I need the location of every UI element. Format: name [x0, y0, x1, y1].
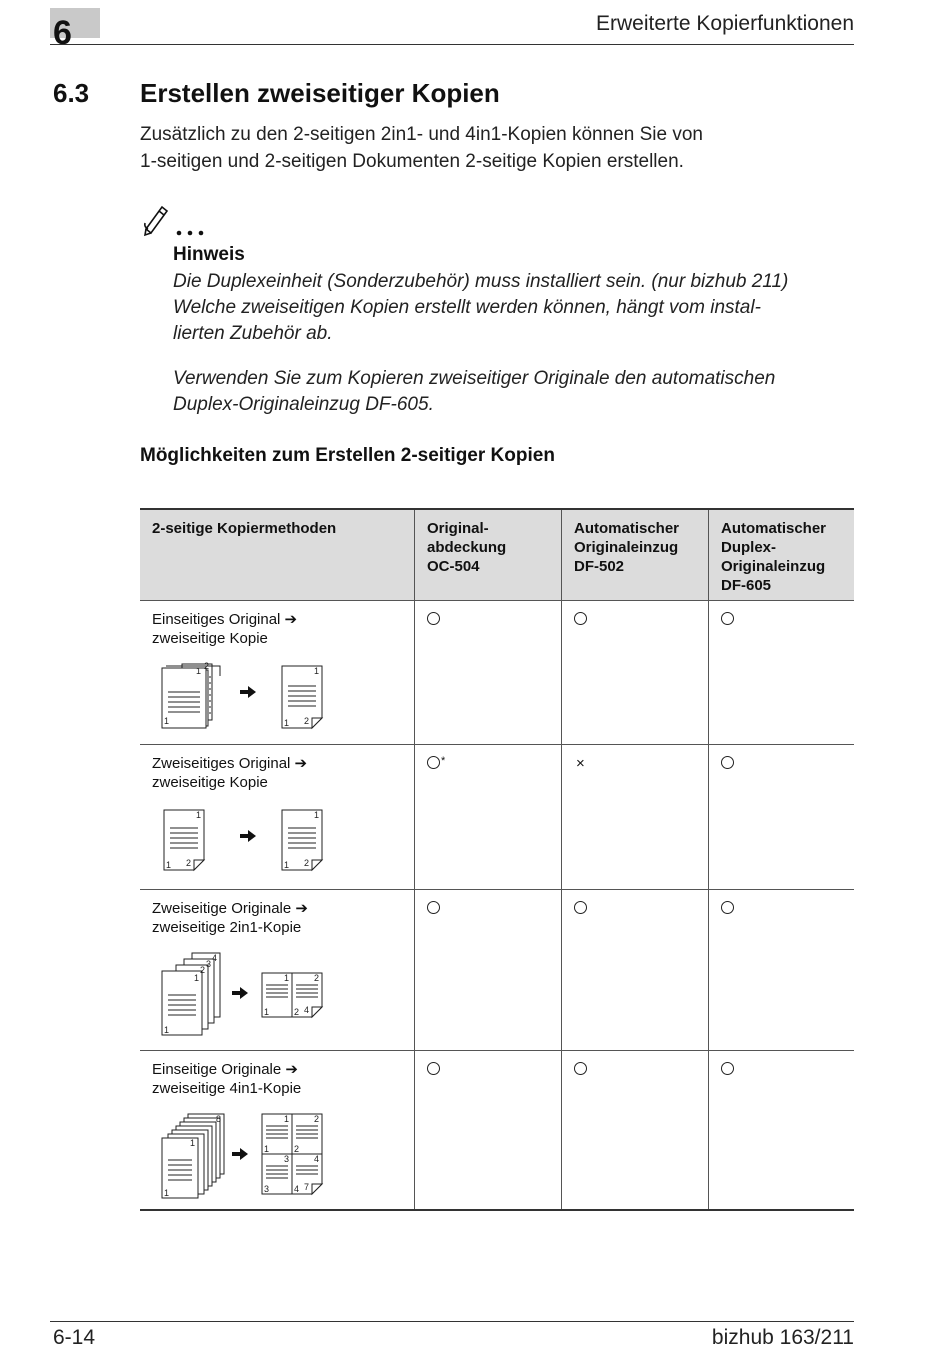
header-df502 — [561, 510, 708, 600]
header-line: Automatischer — [721, 520, 827, 537]
method-line: Zweiseitige Originale ➔ — [152, 900, 308, 917]
circle-icon — [427, 756, 440, 769]
table-header-row — [140, 510, 854, 601]
page-number-label: 1 — [284, 718, 290, 728]
page-number-label: 2 — [314, 1114, 320, 1124]
df502-cell — [561, 1051, 708, 1209]
arrow-right-icon — [232, 1148, 248, 1160]
supported-mark — [721, 612, 734, 625]
header-line: Originaleinzug — [721, 558, 826, 575]
copy-diagram-figure — [152, 951, 352, 1041]
method-line: zweiseitige Kopie — [152, 630, 268, 647]
method-cell — [140, 745, 414, 889]
page-number-label: 3 — [284, 1154, 290, 1164]
df502-cell — [561, 745, 708, 889]
page-number-label: 2 — [304, 858, 310, 868]
method-label — [152, 610, 402, 648]
page-number-label: 1 — [190, 1138, 196, 1148]
page-number-label: 1 — [166, 860, 172, 870]
cross-icon: × — [576, 755, 585, 772]
copy-diagram-figure — [152, 662, 352, 740]
circle-icon — [721, 756, 734, 769]
page-number-label: 2 — [304, 716, 310, 726]
intro-paragraph — [140, 121, 840, 175]
oc504-cell — [414, 1051, 561, 1209]
oc504-cell — [414, 745, 561, 889]
page-number-label: 4 — [304, 1005, 310, 1015]
table-row — [140, 890, 854, 1051]
header-line: Automatischer — [574, 520, 680, 537]
circle-icon — [721, 1062, 734, 1075]
supported-mark — [721, 901, 734, 914]
df605-cell — [708, 1051, 854, 1209]
method-cell — [140, 601, 414, 744]
circle-icon — [574, 901, 587, 914]
copy-diagram-figure — [152, 806, 352, 880]
note-line: Welche zweiseitigen Kopien erstellt werden können, hängt vom instal- — [173, 297, 761, 318]
df502-cell — [561, 601, 708, 744]
header-method — [140, 510, 414, 600]
supported-mark — [574, 612, 587, 625]
page-number-label: 2 — [204, 662, 210, 671]
circle-icon — [574, 612, 587, 625]
note-paragraph-2 — [173, 366, 863, 418]
note-line: lierten Zubehör ab. — [173, 323, 333, 344]
supported-mark — [574, 901, 587, 914]
method-label — [152, 899, 402, 937]
circle-icon — [427, 1062, 440, 1075]
circle-icon — [427, 612, 440, 625]
header-oc504 — [414, 510, 561, 600]
copy-diagram-figure — [152, 1112, 352, 1202]
product-name: bizhub 163/211 — [711, 1326, 854, 1349]
method-label — [152, 754, 402, 792]
page-number-label: 3 — [264, 1184, 270, 1194]
circle-icon — [721, 901, 734, 914]
table-row — [140, 745, 854, 890]
df605-cell — [708, 890, 854, 1050]
circle-icon — [574, 1062, 587, 1075]
running-header-title: Erweiterte Kopierfunktionen — [596, 12, 854, 35]
intro-line: Zusätzlich zu den 2-seitigen 2in1- und 4in1-Kopien können Sie von — [140, 124, 703, 145]
note-paragraph-1 — [173, 269, 863, 347]
page-number-label: 4 — [314, 1154, 320, 1164]
page-number-label: 1 — [284, 860, 290, 870]
supported-mark — [427, 1062, 440, 1075]
note-line: Die Duplexeinheit (Sonderzubehör) muss installiert sein. (nur bizhub 211) — [173, 271, 789, 292]
section-title: Erstellen zweiseitiger Kopien — [140, 78, 500, 108]
page-number-label: 1 — [164, 1188, 170, 1198]
supported-mark — [574, 1062, 587, 1075]
method-cell — [140, 890, 414, 1050]
header-method-label: 2-seitige Kopiermethoden — [152, 520, 337, 537]
page-number-label: 4 — [212, 953, 218, 963]
note-label: Hinweis — [173, 244, 245, 265]
supported-mark — [427, 612, 440, 625]
method-line: Zweiseitiges Original ➔ — [152, 755, 308, 772]
oc504-cell — [414, 601, 561, 744]
supported-mark — [427, 756, 445, 769]
method-line: zweiseitige 2in1-Kopie — [152, 919, 302, 936]
arrow-right-icon — [240, 686, 256, 698]
page-number-label: 1 — [196, 666, 202, 676]
page-number-label: 1 — [264, 1007, 270, 1017]
header-line: abdeckung — [427, 539, 507, 556]
page-number: 6-14 — [53, 1326, 96, 1349]
method-line: zweiseitige Kopie — [152, 774, 268, 791]
header-line: DF-502 — [574, 558, 625, 575]
page-number-label: 1 — [264, 1144, 270, 1154]
page-number-label: 1 — [194, 973, 200, 983]
page-number-label: 1 — [164, 1025, 170, 1035]
page-number-label: 2 — [200, 965, 206, 975]
pencil-note-icon — [142, 203, 210, 237]
page-number-label: 1 — [284, 973, 290, 983]
header-line: Original- — [427, 520, 489, 537]
footer-divider — [50, 1321, 854, 1322]
page-number-label: 7 — [304, 1182, 310, 1192]
section-number: 6.3 — [53, 78, 90, 108]
header-line: Originaleinzug — [574, 539, 679, 556]
footnote-asterisk: * — [441, 755, 446, 767]
arrow-right-icon — [240, 830, 256, 842]
df502-cell — [561, 890, 708, 1050]
df605-cell — [708, 601, 854, 744]
page-number-label: 1 — [196, 810, 202, 820]
chapter-number: 6 — [53, 14, 72, 52]
method-line: Einseitiges Original ➔ — [152, 611, 298, 628]
table-row — [140, 1051, 854, 1209]
method-cell — [140, 1051, 414, 1209]
page-number-label: 4 — [294, 1184, 300, 1194]
method-line: zweiseitige 4in1-Kopie — [152, 1080, 302, 1097]
copy-methods-table — [140, 508, 854, 1211]
page-number-label: 2 — [294, 1007, 300, 1017]
df605-cell — [708, 745, 854, 889]
method-line: Einseitige Originale ➔ — [152, 1061, 298, 1078]
page-number-label: 2 — [186, 858, 192, 868]
method-label — [152, 1060, 402, 1098]
note-line: Verwenden Sie zum Kopieren zweiseitiger Originale den automatischen — [173, 368, 776, 389]
page-number-label: 8 — [216, 1114, 222, 1124]
page-number-label: 1 — [284, 1114, 290, 1124]
circle-icon — [427, 901, 440, 914]
supported-mark — [721, 756, 734, 769]
supported-mark — [427, 901, 440, 914]
page-number-label: 1 — [314, 810, 320, 820]
header-df605 — [708, 510, 854, 600]
header-line: Duplex- — [721, 539, 777, 556]
page-number-label: 3 — [206, 959, 212, 969]
page-number-label: 1 — [314, 666, 320, 676]
header-divider — [50, 44, 854, 45]
supported-mark — [721, 1062, 734, 1075]
note-line: Duplex-Originaleinzug DF-605. — [173, 394, 434, 415]
header-line: DF-605 — [721, 577, 772, 594]
arrow-right-icon — [232, 987, 248, 999]
header-line: OC-504 — [427, 558, 480, 575]
page-number-label: 2 — [314, 973, 320, 983]
circle-icon — [721, 612, 734, 625]
sub-heading: Möglichkeiten zum Erstellen 2-seitiger Kopien — [140, 445, 555, 466]
page-number-label: 1 — [164, 716, 170, 726]
intro-line: 1-seitigen und 2-seitigen Dokumenten 2-seitige Kopien erstellen. — [140, 151, 684, 172]
oc504-cell — [414, 890, 561, 1050]
table-row — [140, 601, 854, 745]
page-number-label: 2 — [294, 1144, 300, 1154]
